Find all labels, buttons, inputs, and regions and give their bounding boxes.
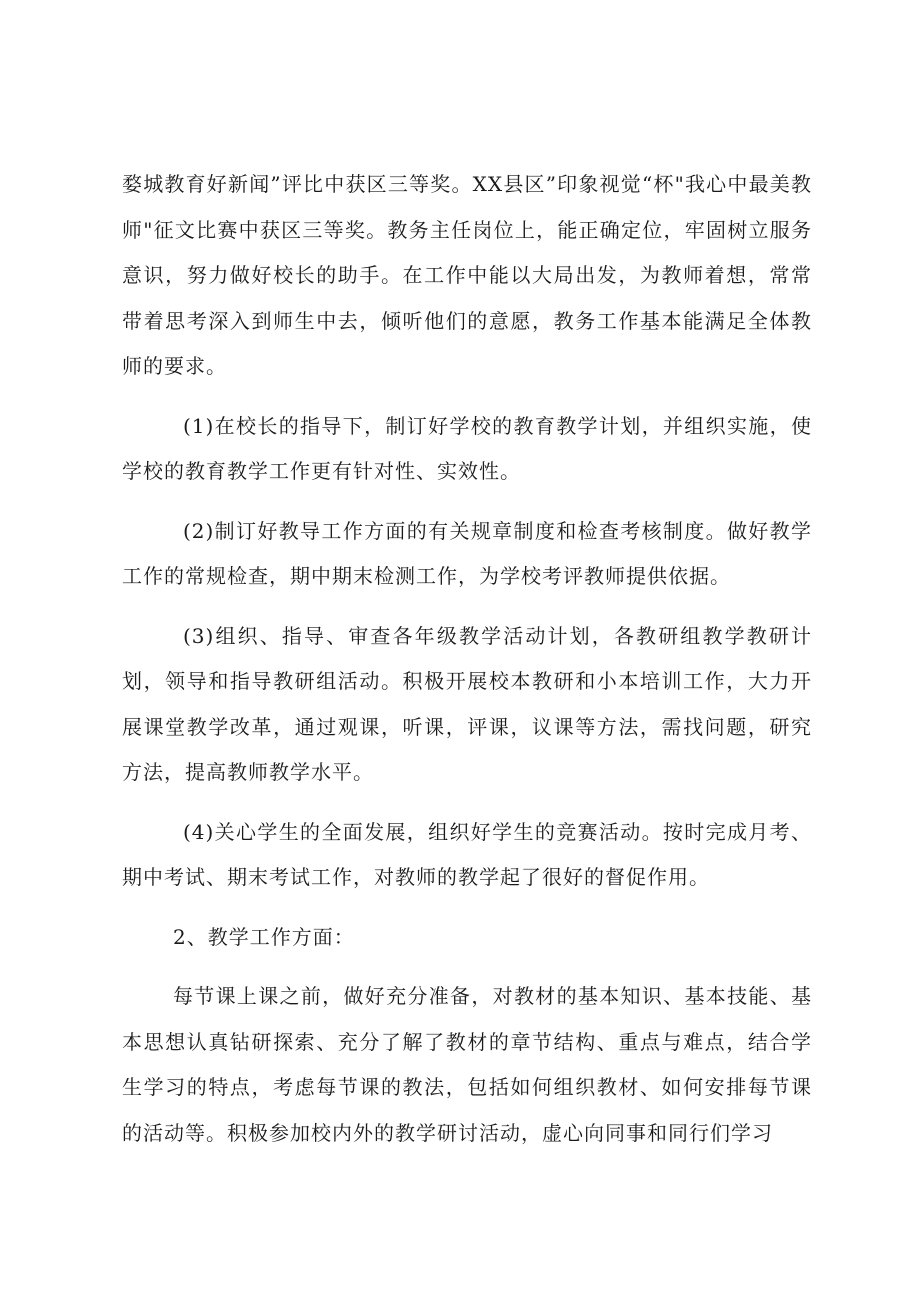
document-body	[122, 162, 812, 1156]
paragraph-item-4: (4)关心学生的全面发展，组织好学生的竞赛活动。按时完成月考、期中考试、期末考试工作，对教师的教学起了很好的督促作用。	[122, 819, 812, 889]
paragraph-item-1: (1)在校长的指导下，制订好学校的教育教学计划，并组织实施，使学校的教育教学工作更有针对性、实效性。	[122, 413, 812, 483]
paragraph-item-3: (3)组织、指导、审查各年级教学活动计划，各教研组教学教研计划，领导和指导教研组活动。积极开展校本教研和小本培训工作，大力开展课堂教学改革，通过观课，听课，评课，议课等方法，需找问题，研究方法，提高教师教学水平。	[122, 623, 812, 784]
section-heading: 2、教学工作方面：	[173, 924, 355, 949]
paragraph-intro: 婺城教育好新闻”评比中获区三等奖。XX县区”印象视觉“杯"我心中最美教师"征文比赛中获区三等奖。教务主任岗位上，能正确定位，牢固树立服务意识，努力做好校长的助手。在工作中能以大局出发，为教师着想，常常带着思考深入到师生中去，倾听他们的意愿，教务工作基本能满足全体教师的要求。	[122, 172, 812, 378]
paragraph-section-2-body: 每节课上课之前，做好充分准备，对教材的基本知识、基本技能、基本思想认真钻研探索、充分了解了教材的章节结构、重点与难点，结合学生学习的特点，考虑每节课的教法，包括如何组织教材、如何安排每节课的活动等。积极参加校内外的教学研讨活动，虚心向同事和同行们学习	[122, 984, 812, 1145]
paragraph-item-2: (2)制订好教导工作方面的有关规章制度和检查考核制度。做好教学工作的常规检查，期中期末检测工作，为学校考评教师提供依据。	[122, 518, 812, 588]
